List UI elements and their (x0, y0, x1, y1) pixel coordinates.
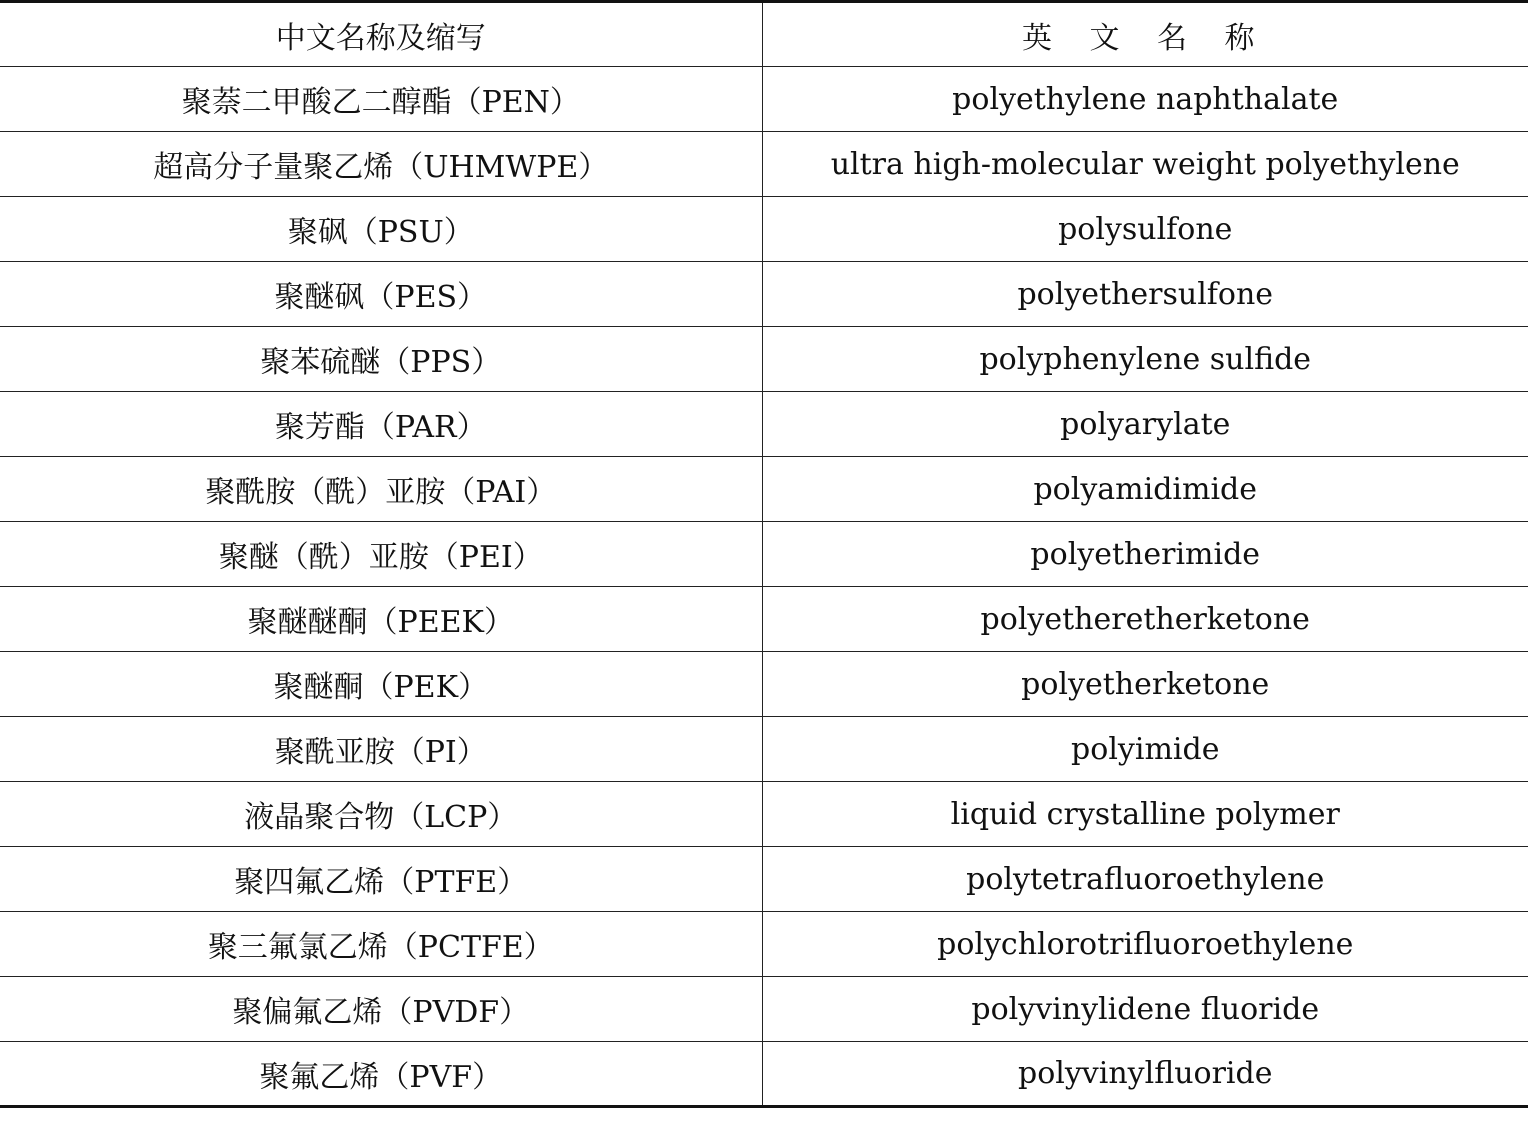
table-row (0, 262, 1528, 327)
table-row (0, 392, 1528, 457)
chinese-name-cell: 聚苯硫醚（PPS） (0, 327, 762, 392)
english-name-cell: polyetherketone (762, 652, 1528, 717)
header-chinese-name: 中文名称及缩写 (0, 2, 762, 67)
table-row (0, 457, 1528, 522)
english-name-cell: polyphenylene sulfide (762, 327, 1528, 392)
chinese-name-cell: 聚芳酯（PAR） (0, 392, 762, 457)
english-name-cell: polyethersulfone (762, 262, 1528, 327)
chinese-name-cell: 聚醚酮（PEK） (0, 652, 762, 717)
chinese-name-cell: 聚醚砜（PES） (0, 262, 762, 327)
english-name-cell: polyarylate (762, 392, 1528, 457)
chinese-name-cell: 聚偏氟乙烯（PVDF） (0, 977, 762, 1042)
chinese-name-cell: 超高分子量聚乙烯（UHMWPE） (0, 132, 762, 197)
english-name-cell: polyamidimide (762, 457, 1528, 522)
english-name-cell: polyvinylidene fluoride (762, 977, 1528, 1042)
table-row (0, 1042, 1528, 1107)
chinese-name-cell: 聚砜（PSU） (0, 197, 762, 262)
table-row (0, 522, 1528, 587)
english-name-cell: polychlorotrifluoroethylene (762, 912, 1528, 977)
english-name-cell: ultra high-molecular weight polyethylene (762, 132, 1528, 197)
english-name-cell: polysulfone (762, 197, 1528, 262)
chinese-name-cell: 聚三氟氯乙烯（PCTFE） (0, 912, 762, 977)
chinese-name-cell: 聚醚醚酮（PEEK） (0, 587, 762, 652)
table-row (0, 587, 1528, 652)
header-row (0, 2, 1528, 67)
chinese-name-cell: 聚萘二甲酸乙二醇酯（PEN） (0, 67, 762, 132)
chinese-name-cell: 聚醚（酰）亚胺（PEI） (0, 522, 762, 587)
table-row (0, 652, 1528, 717)
chinese-name-cell: 聚四氟乙烯（PTFE） (0, 847, 762, 912)
chinese-name-cell: 聚酰胺（酰）亚胺（PAI） (0, 457, 762, 522)
chinese-name-cell: 聚酰亚胺（PI） (0, 717, 762, 782)
table-row (0, 847, 1528, 912)
table-row (0, 132, 1528, 197)
english-name-cell: polyimide (762, 717, 1528, 782)
table-header (0, 2, 1528, 67)
english-name-cell: polyvinylfluoride (762, 1042, 1528, 1107)
english-name-cell: polytetrafluoroethylene (762, 847, 1528, 912)
english-name-cell: polyetheretherketone (762, 587, 1528, 652)
header-english-name: 英 文 名 称 (762, 2, 1528, 67)
table-body (0, 67, 1528, 1107)
english-name-cell: polyetherimide (762, 522, 1528, 587)
table-row (0, 67, 1528, 132)
english-name-cell: polyethylene naphthalate (762, 67, 1528, 132)
table-row (0, 327, 1528, 392)
table-row (0, 717, 1528, 782)
table-row (0, 977, 1528, 1042)
table-row (0, 782, 1528, 847)
table-row (0, 197, 1528, 262)
english-name-cell: liquid crystalline polymer (762, 782, 1528, 847)
table-row (0, 912, 1528, 977)
chinese-name-cell: 液晶聚合物（LCP） (0, 782, 762, 847)
chinese-name-cell: 聚氟乙烯（PVF） (0, 1042, 762, 1107)
